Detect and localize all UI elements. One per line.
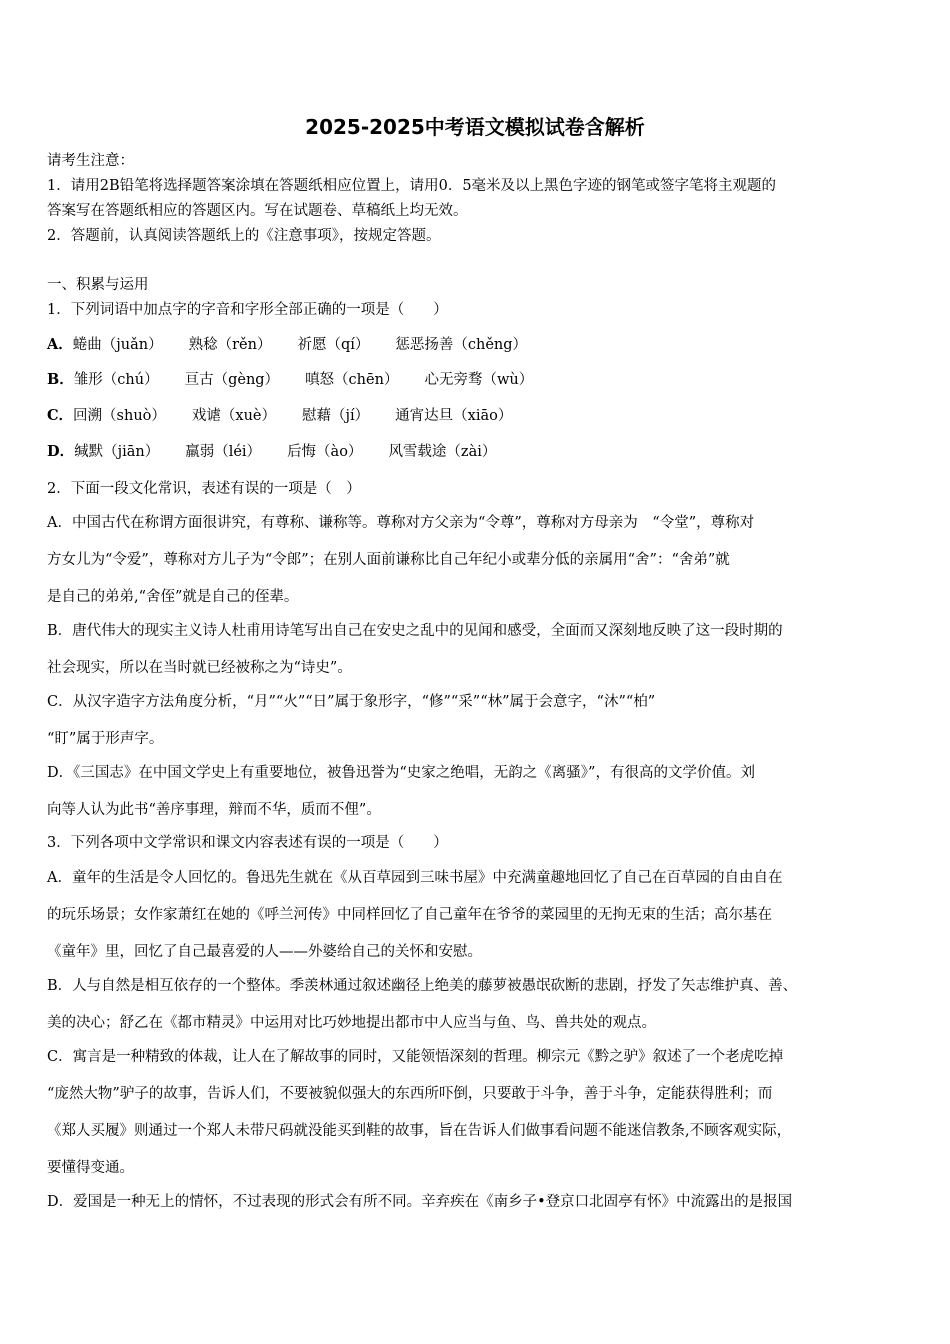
option-label: C． [47, 407, 74, 424]
option-item: 雏形（chú） [73, 372, 159, 388]
question-stem: 3．下列各项中文学常识和课文内容表述有误的一项是（ ） [47, 835, 448, 851]
paragraph-line: 的玩乐场景；女作家萧红在她的《呼兰河传》中同样回忆了自己童年在爷爷的菜园里的无拘无束的生活；高尔基在 [47, 907, 772, 923]
paragraph-line: 社会现实，所以在当时就已经被称之为“诗史”。 [47, 660, 352, 676]
paragraph-line: 是自己的弟弟,“舍侄”就是自己的侄辈。 [47, 589, 299, 605]
paragraph-line: “盯”属于形声字。 [47, 731, 164, 747]
paragraph-line: A．中国古代在称谓方面很讲究，有尊称、谦称等。尊称对方父亲为“令尊”，尊称对方母亲为 “令堂”，尊称对 [47, 515, 755, 531]
option-c [47, 406, 538, 426]
notice-heading: 请考生注意： [47, 153, 134, 169]
paragraph-line: D．爱国是一种无上的情怀，不过表现的形式会有所不同。辛弃疾在《南乡子•登京口北固亭有怀》中流露出的是报国 [47, 1194, 793, 1210]
option-label: B． [47, 371, 74, 388]
paragraph-line: 向等人认为此书“善序事理，辩而不华，质而不俚”。 [47, 802, 381, 818]
option-item: 戏谑（xuè） [191, 408, 277, 424]
option-item: 心无旁骛（wù） [424, 372, 534, 388]
page-title: 2025-2025中考语文模拟试卷含解析 [305, 115, 645, 139]
option-d [47, 442, 522, 462]
paragraph-line: D．《三国志》在中国文学史上有重要地位，被鲁迅誉为“史家之绝唱，无韵之《离骚》”，有很高的文学价值。刘 [47, 765, 755, 781]
option-label: A． [47, 336, 73, 353]
option-item: 回溯（shuò） [73, 408, 166, 424]
paragraph-line: 方女儿为“令爱”，尊称对方儿子为“令郎”；在别人面前谦称比自己年纪小或辈分低的亲属用“舍”：“舍弟”就 [47, 552, 730, 568]
question-stem: 2．下面一段文化常识，表述有误的一项是（ ） [47, 481, 361, 497]
paragraph-line: 要懂得变通。 [47, 1160, 134, 1176]
paragraph-line: B．人与自然是相互依存的一个整体。季羡林通过叙述幽径上绝美的藤萝被愚氓砍断的悲剧，抒发了矢志维护真、善、 [47, 978, 798, 994]
paragraph-line: 《郑人买履》则通过一个郑人未带尺码就没能买到鞋的故事，旨在告诉人们做事看问题不能迷信教条,不顾客观实际， [47, 1123, 792, 1139]
paragraph-line: “庞然大物”驴子的故事，告诉人们，不要被貌似强大的东西所吓倒，只要敢于斗争，善于斗争，定能获得胜利；而 [47, 1086, 773, 1102]
question-stem: 1．下列词语中加点字的字音和字形全部正确的一项是（ ） [47, 302, 448, 318]
option-label: D． [47, 443, 75, 460]
paragraph-line: 《童年》里，回忆了自己最喜爱的人——外婆给自己的关怀和安慰。 [47, 944, 482, 960]
paragraph-line: B．唐代伟大的现实主义诗人杜甫用诗笔写出自己在安史之乱中的见闻和感受，全面而又深刻地反映了这一段时期的 [47, 623, 783, 639]
option-item: 后悔（ào） [287, 444, 363, 460]
notice-line: 答案写在答题纸相应的答题区内。写在试题卷、草稿纸上均无效。 [47, 203, 468, 219]
notice-line: 2．答题前，认真阅读答题纸上的《注意事项》，按规定答题。 [47, 228, 441, 244]
option-item: 风雪载途（zài） [388, 444, 497, 460]
option-item: 缄默（jiān） [74, 444, 160, 460]
option-a [47, 335, 553, 355]
paragraph-line: A．童年的生活是令人回忆的。鲁迅先生就在《从百草园到三味书屋》中充满童趣地回忆了自己在百草园的自由自在 [47, 870, 783, 886]
paragraph-line: 美的决心；舒乙在《都市精灵》中运用对比巧妙地提出都市中人应当与鱼、鸟、兽共处的观点。 [47, 1015, 656, 1031]
notice-line: 1．请用2B铅笔将选择题答案涂填在答题纸相应位置上，请用0．5毫米及以上黑色字迹的钢笔或签字笔将主观题的 [47, 178, 777, 194]
option-item: 亘古（gèng） [184, 372, 280, 388]
section-heading: 一、积累与运用 [47, 277, 149, 293]
paragraph-line: C．从汉字造字方法角度分析，“月”“火”“日”属于象形字，“修”“采”“林”属于会意字，“沐”“柏” [47, 694, 656, 710]
paragraph-line: C．寓言是一种精致的体裁，让人在了解故事的同时，又能领悟深刻的哲理。柳宗元《黔之驴》叙述了一个老虎吃掉 [47, 1049, 784, 1065]
option-item: 惩恶扬善（chěng） [395, 337, 528, 353]
option-item: 羸弱（léi） [185, 444, 262, 460]
option-item: 嗔怒（chēn） [305, 372, 399, 388]
option-item: 蜷曲（juǎn） [72, 337, 163, 353]
option-item: 熟稔（rěn） [188, 337, 272, 353]
option-item: 祈愿（qí） [297, 337, 370, 353]
option-b [47, 370, 559, 390]
option-item: 通宵达旦（xiāo） [395, 408, 513, 424]
option-item: 慰藉（jí） [302, 408, 370, 424]
